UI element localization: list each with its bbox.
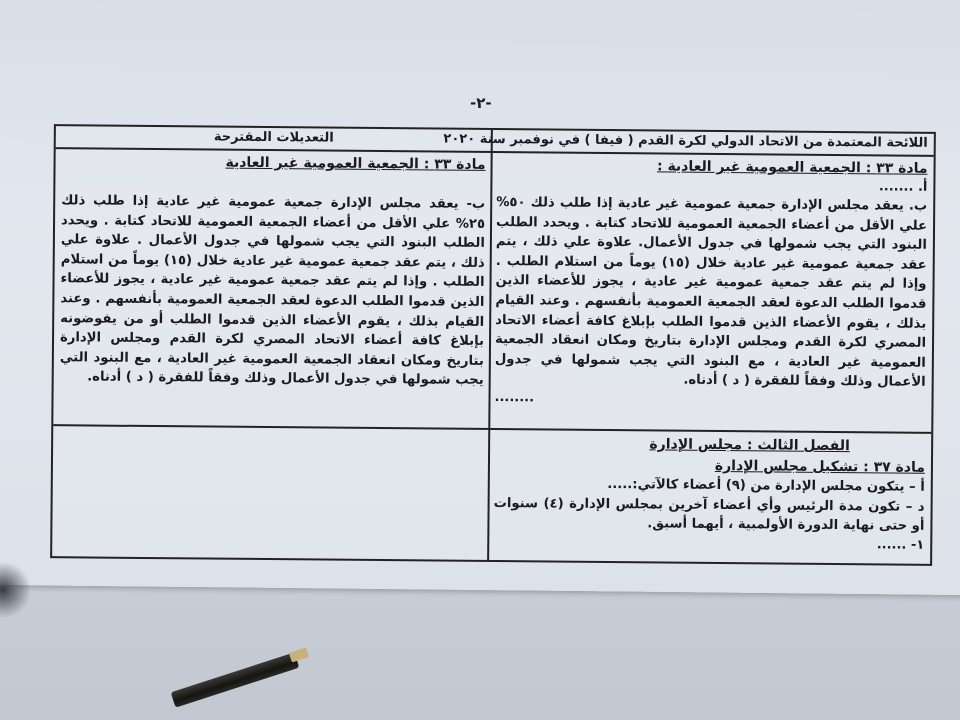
item-a: أ. ....... (878, 179, 928, 195)
article-37-title: مادة ٣٧ : تشكيل مجلس الإدارة (714, 457, 926, 476)
end-dots: ........ (494, 389, 535, 406)
chapter-3-title: الفصل الثالث : مجلس الإدارة (649, 436, 850, 455)
page-number: -٢- (470, 94, 492, 112)
cell-right-bottom (493, 432, 925, 555)
item-d-term: د – تكون مدة الرئيس وأي أعضاء آخرين بمجلس الإدارة (٤) سنوات أو حتى نهاية الدورة الأولمبية ، أيهما أسبق. (493, 495, 925, 534)
item-b-text: ب. يعقد مجلس الإدارة جمعية عمومية غير عادية إذا طلب ذلك ٥٠% علي الأقل من أعضاء الجمعية العمومية للاتحاد كتابة . ويحدد الطلب البنود التي يجب شمولها في جدول الأعمال. علاوة علي ذلك ، يتم عقد جمعية عمومية غير عادية خلال (١٥) يوماً من استلام الطلب . وإذا لم يتم عقد جمعية عمومية غير عادية ، يجوز للأعضاء الذين قدموا الطلب الدعوة لعقد الجمعية العمومية بأنفسهم . وعند القيام بذلك ، يقوم الأعضاء الذين قدموا الطلب بإبلاغ كافة أعضاء الاتحاد المصري لكرة القدم ومجلس الإدارة بتاريخ ومكان انعقاد الجمعية العمومية غير العادية ، مع البنود التي يجب شمولها في جدول الأعمال وذلك وفقاً للفقرة ( د ) أدناه. (494, 195, 928, 391)
comparison-table (50, 124, 936, 566)
cell-left-top (60, 150, 486, 391)
item-b-proposed-text: ب- يعقد مجلس الإدارة جمعية عمومية غير عادية إذا طلب ذلك ٢٥% علي الأقل من أعضاء الجمعية العمومية للاتحاد كتابة . ويحدد الطلب البنود التي يجب شمولها في جدول الأعمال . علاوة علي ذلك ، يتم عقد جمعية عمومية غير عادية خلال (١٥) يوماً من استلام الطلب . وإذا لم يتم عقد جمعية عمومية غير عادية ، يجوز للأعضاء الذين قدموا الطلب الدعوة لعقد الجمعية العمومية بأنفسهم . وعند القيام بذلك ، يقوم الأعضاء الذين قدموا الطلب أو من يفوضونه بإبلاغ كافة أعضاء الاتحاد المصري لكرة القدم ومجلس الإدارة بتاريخ ومكان انعقاد الجمعية العمومية غير العادية ، مع البنود التي يجب شمولها في جدول الأعمال وذلك وفقاً للفقرة ( د ) أدناه. (59, 193, 486, 389)
article-33-title: مادة ٣٣ : الجمعية العمومية غير العادية : (656, 158, 928, 177)
pen-clip (289, 647, 309, 662)
cell-right-top (494, 154, 927, 411)
cell-left-bottom-empty (58, 428, 483, 552)
item-1: ١- ...... (876, 537, 925, 553)
article-33-title-proposed: مادة ٣٣ : الجمعية العمومية غير العادية (225, 154, 486, 173)
column-divider (487, 130, 493, 560)
header-proposed-amendments: التعديلات المقترحة (213, 129, 334, 146)
item-a-board: أ – يتكون مجلس الإدارة من (٩) أعضاء كالآتي:..... (607, 477, 925, 495)
header-current-regulation: اللائحة المعتمدة من الاتحاد الدولي لكرة القدم ( فيفا ) في نوفمبر سنة ٢٠٢٠ (443, 131, 928, 151)
pen (171, 652, 300, 707)
shadow (0, 560, 30, 620)
